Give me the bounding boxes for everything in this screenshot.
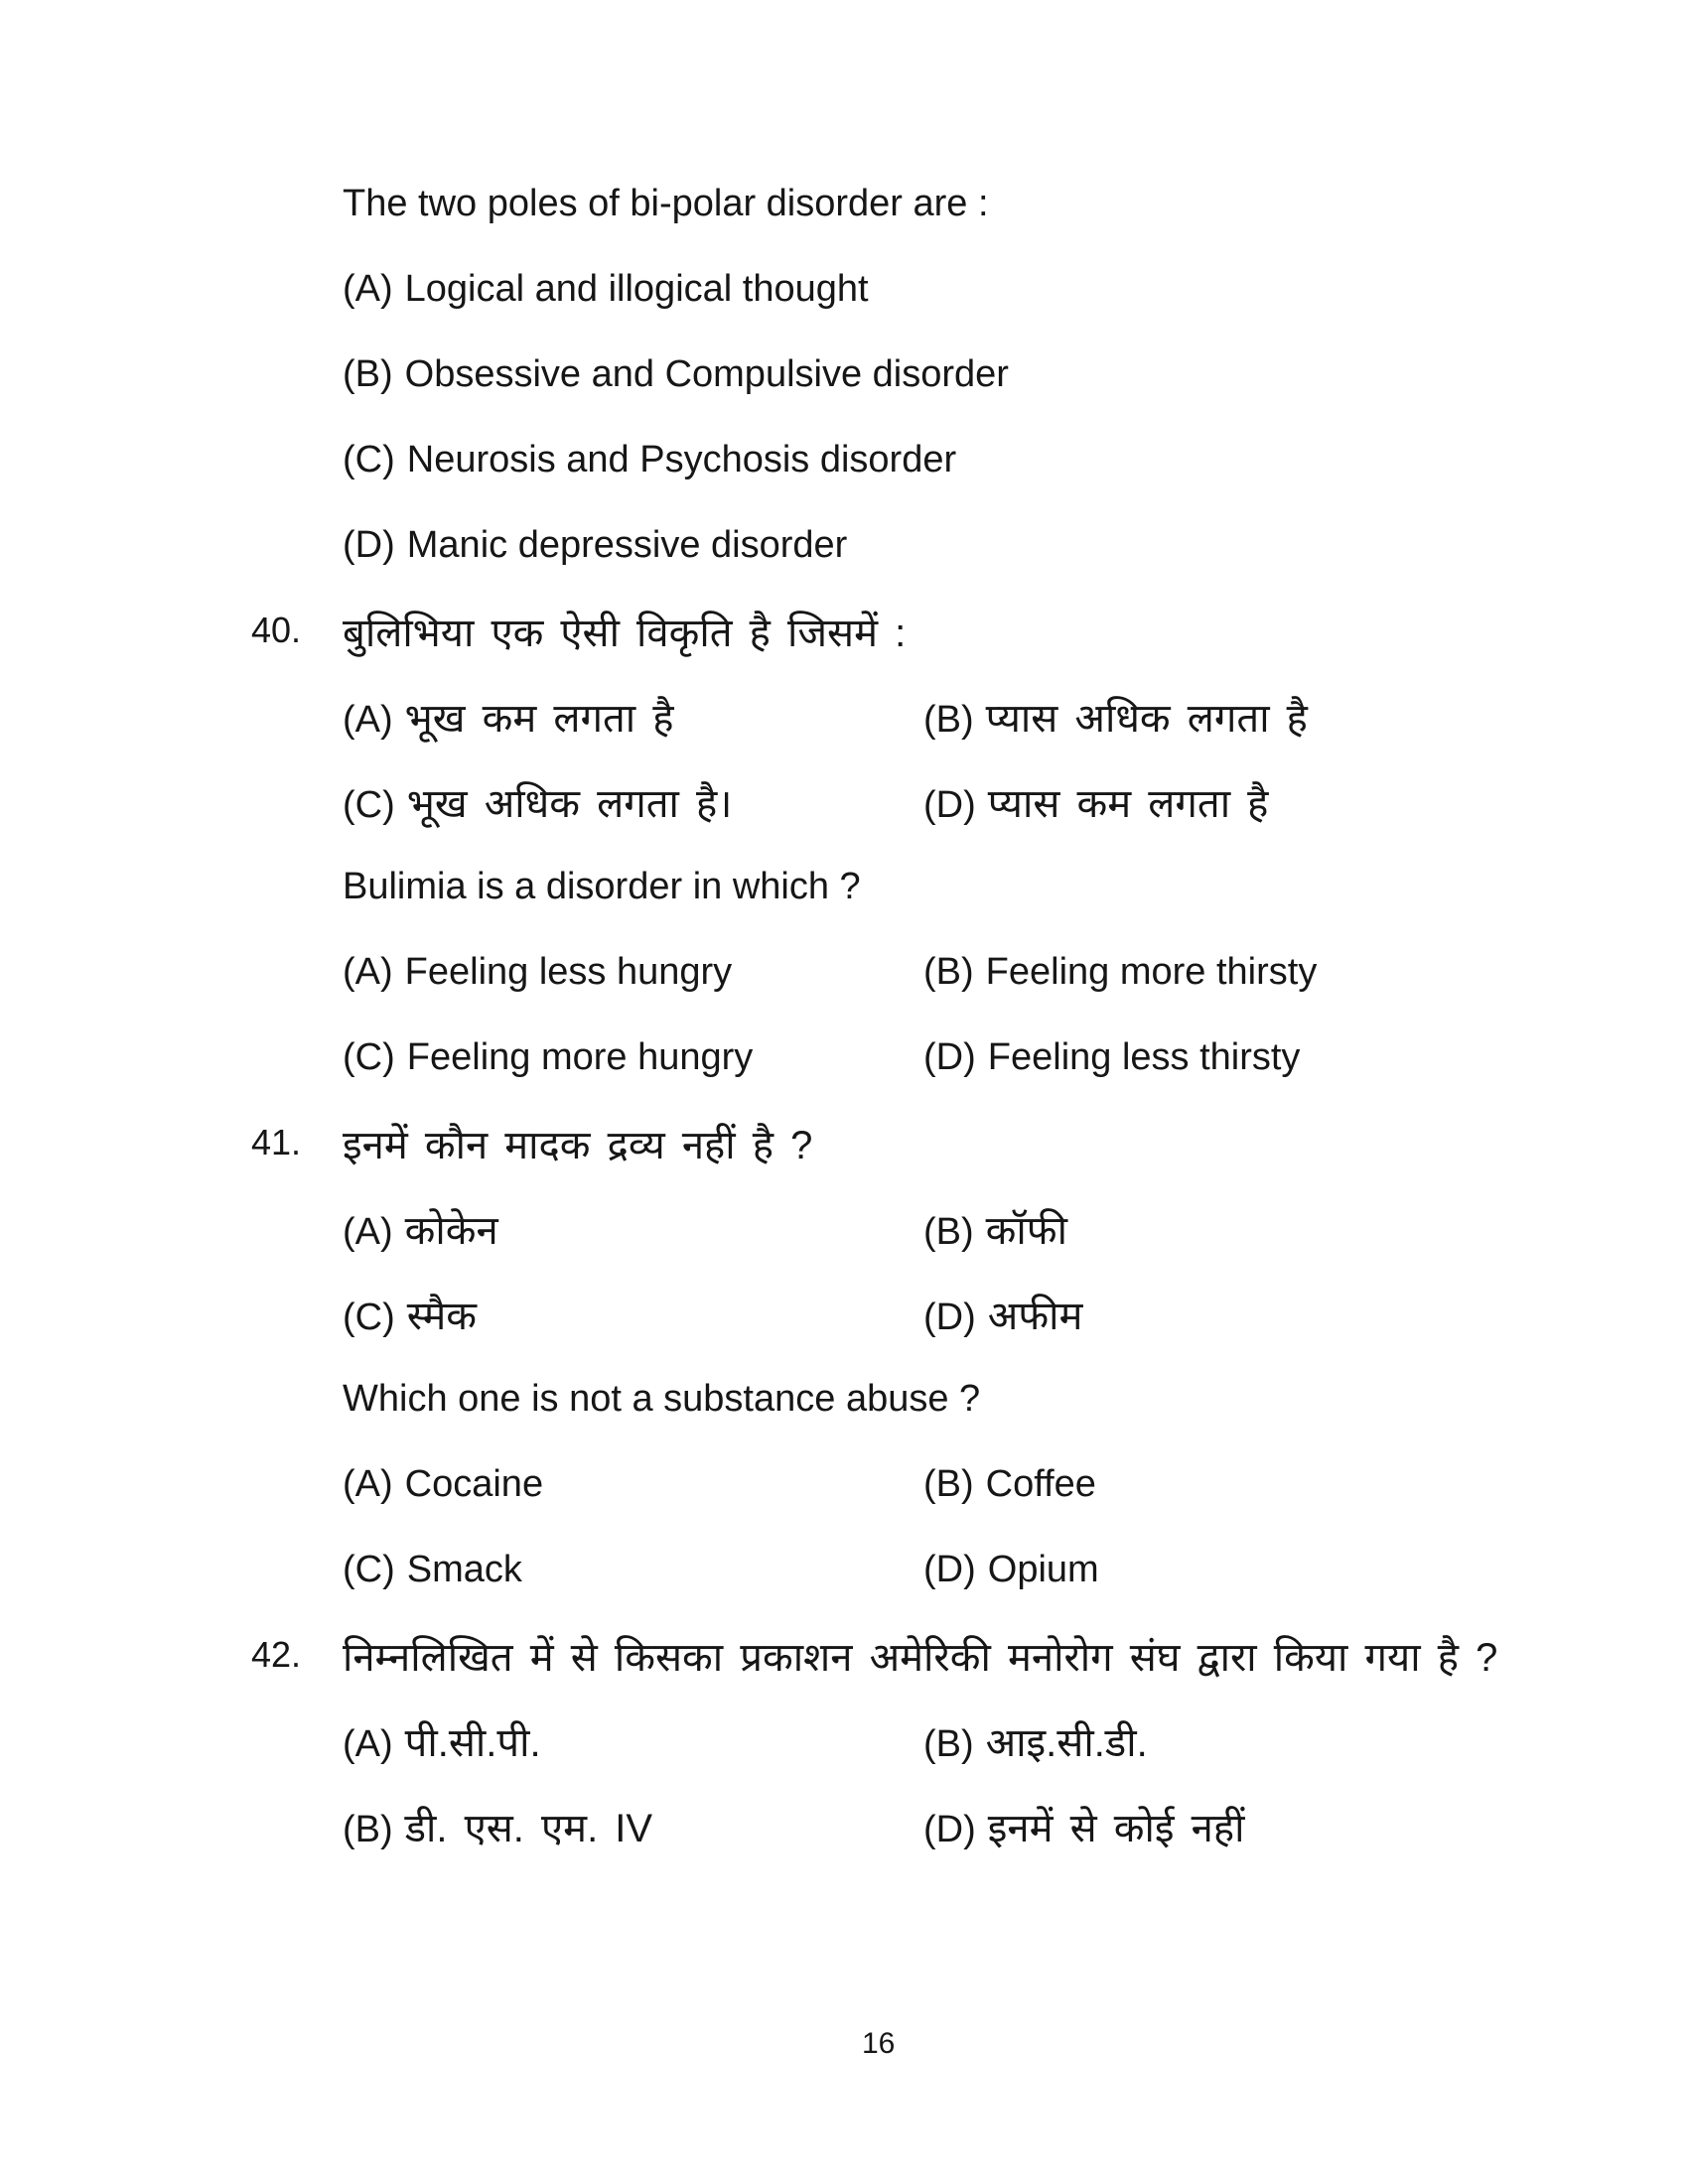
- option-text: Logical and illogical thought: [404, 267, 869, 310]
- option: [923, 1799, 1688, 1853]
- option: [923, 1713, 1688, 1768]
- option-label: (C): [343, 1296, 395, 1338]
- option: [343, 1287, 923, 1341]
- option-text: इनमें से कोई नहीं: [987, 1806, 1245, 1850]
- option-text: Obsessive and Compulsive disorder: [404, 352, 1009, 395]
- option-label: (A): [343, 1462, 393, 1505]
- question-40-prompt-row: [0, 588, 1688, 673]
- option-text: Cocaine: [404, 1462, 544, 1505]
- option-label: (D): [343, 523, 395, 566]
- question-prev-en-option-b: [0, 332, 1688, 417]
- option: [923, 951, 1688, 994]
- option-text: Neurosis and Psychosis disorder: [406, 438, 957, 480]
- option-text: आइ.सी.डी.: [985, 1720, 1148, 1765]
- option-label: (B): [343, 352, 393, 395]
- option-label: (B): [923, 1210, 974, 1253]
- question-41-options-row-1: [0, 1185, 1688, 1271]
- option-label: (D): [923, 1296, 976, 1338]
- question-41-en-options-row-1: [0, 1441, 1688, 1527]
- option-text: Feeling less thirsty: [987, 1035, 1301, 1078]
- option: [923, 1036, 1688, 1079]
- option-text: Manic depressive disorder: [406, 523, 848, 566]
- option-text: Smack: [406, 1548, 522, 1590]
- question-40-en-prompt-row: [0, 844, 1688, 929]
- question-prompt: Which one is not a substance abuse ?: [343, 1377, 981, 1420]
- option: [923, 689, 1688, 744]
- option-label: (A): [343, 1210, 393, 1253]
- option-label: (C): [343, 438, 395, 480]
- question-prompt: निम्नलिखित में से किसका प्रकाशन अमेरिकी मनोरोग संघ द्वारा किया गया है ?: [343, 1635, 1498, 1680]
- question-number: 41.: [251, 1122, 302, 1162]
- option: [343, 1713, 923, 1768]
- option-text: प्यास अधिक लगता है: [985, 696, 1308, 741]
- option-label: (D): [923, 1548, 976, 1590]
- question-number: 40.: [251, 610, 302, 650]
- option-label: (D): [923, 1035, 976, 1078]
- question-41-en-prompt-row: [0, 1356, 1688, 1441]
- option: [343, 1799, 923, 1853]
- option: [343, 951, 923, 994]
- option-text: भूख कम लगता है: [404, 696, 674, 741]
- question-prompt: The two poles of bi-polar disorder are :: [343, 182, 989, 224]
- option: [343, 1036, 923, 1079]
- option-text: स्मैक: [406, 1294, 477, 1338]
- option: [343, 1463, 923, 1506]
- page-content: [0, 161, 1688, 1868]
- question-42-prompt-row: [0, 1612, 1688, 1698]
- option-text: डी. एस. एम. IV: [404, 1806, 653, 1850]
- option-text: Feeling less hungry: [404, 950, 733, 993]
- question-prompt: Bulimia is a disorder in which ?: [343, 865, 861, 907]
- option: [343, 1201, 923, 1256]
- option-text: Coffee: [985, 1462, 1096, 1505]
- question-41-options-row-2: [0, 1271, 1688, 1356]
- option-label: (B): [923, 1722, 974, 1765]
- option-label: (B): [343, 1808, 393, 1850]
- option-text: Opium: [987, 1548, 1099, 1590]
- question-41-prompt-row: [0, 1100, 1688, 1185]
- option-text: भूख अधिक लगता है।: [406, 781, 733, 826]
- option-label: (D): [923, 1808, 976, 1850]
- question-prompt: इनमें कौन मादक द्रव्य नहीं है ?: [343, 1123, 813, 1167]
- option-text: अफीम: [987, 1294, 1083, 1338]
- option-text: Feeling more thirsty: [985, 950, 1318, 993]
- option-label: (C): [343, 1548, 395, 1590]
- question-prompt: बुलिभिया एक ऐसी विकृति है जिसमें :: [343, 611, 907, 655]
- option-label: (C): [343, 783, 395, 826]
- question-40-en-options-row-1: [0, 929, 1688, 1015]
- option: [343, 1549, 923, 1591]
- option-label: (A): [343, 950, 393, 993]
- option-label: (A): [343, 1722, 393, 1765]
- option: [923, 774, 1688, 829]
- question-42-options-row-1: [0, 1698, 1688, 1783]
- option-text: पी.सी.पी.: [404, 1720, 541, 1765]
- question-40-en-options-row-2: [0, 1015, 1688, 1100]
- option: [923, 1287, 1688, 1341]
- option-text: प्यास कम लगता है: [987, 781, 1269, 826]
- option-label: (A): [343, 267, 393, 310]
- option-label: (B): [923, 950, 974, 993]
- question-41-en-options-row-2: [0, 1527, 1688, 1612]
- option-text: कॉफी: [985, 1208, 1067, 1253]
- question-prev-en-option-a: [0, 246, 1688, 332]
- option-text: Feeling more hungry: [406, 1035, 754, 1078]
- option-label: (B): [923, 1462, 974, 1505]
- option-label: (B): [923, 698, 974, 741]
- question-40-options-row-1: [0, 673, 1688, 758]
- option: [923, 1201, 1688, 1256]
- option-label: (A): [343, 698, 393, 741]
- page-number: 16: [862, 2027, 896, 2060]
- option: [343, 774, 923, 829]
- question-prev-en-option-d: [0, 502, 1688, 588]
- option: [343, 689, 923, 744]
- question-prev-en-prompt-row: [0, 161, 1688, 246]
- question-number: 42.: [251, 1634, 302, 1675]
- question-prev-en-option-c: [0, 417, 1688, 502]
- option-label: (D): [923, 783, 976, 826]
- option-label: (C): [343, 1035, 395, 1078]
- option: [923, 1463, 1688, 1506]
- question-42-options-row-2: [0, 1783, 1688, 1868]
- question-40-options-row-2: [0, 758, 1688, 844]
- option: [923, 1549, 1688, 1591]
- option-text: कोकेन: [404, 1208, 498, 1253]
